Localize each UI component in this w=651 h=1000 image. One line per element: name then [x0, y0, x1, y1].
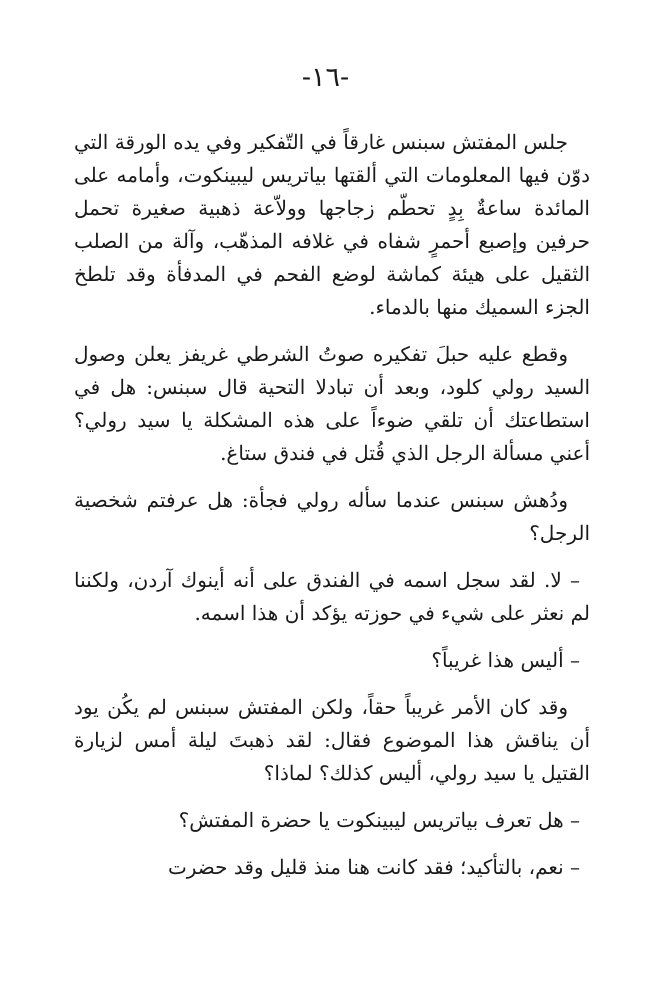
paragraph: وقد كان الأمر غريباً حقاً، ولكن المفتش سبنس لم يكُن يود أن يناقش هذا الموضوع فقال: لقد ذهبتَ ليلة أمس لزيارة القتيل يا سيد رولي، أليس كذلك؟ لماذا؟	[74, 695, 590, 785]
dialogue-paragraph: – أليس هذا غريباً؟	[431, 648, 580, 672]
paragraph: وقطع عليه حبلَ تفكيره صوتُ الشرطي غريفز يعلن وصول السيد رولي كلود، وبعد أن تبادلا التحية قال سبنس: هل في استطاعتك أن تلقي ضوءاً على هذه المشكلة يا سيد رولي؟ أعني مسألة الرجل الذي قُتل في فندق ستاغ.	[74, 342, 590, 465]
dialogue-paragraph: – لا. لقد سجل اسمه في الفندق على أنه أينوك آردن، ولكننا لم نعثر على شيء في حوزته يؤكد أن هذا اسمه.	[74, 568, 590, 625]
body-text	[74, 126, 590, 898]
paragraph: ودُهش سبنس عندما سأله رولي فجأة: هل عرفتم شخصية الرجل؟	[74, 488, 590, 545]
dialogue-paragraph: – هل تعرف بياتريس ليبينكوت يا حضرة المفتش؟	[178, 808, 580, 832]
dialogue-paragraph: – نعم، بالتأكيد؛ فقد كانت هنا منذ قليل وقد حضرت	[167, 855, 580, 879]
page-number: -١٦-	[301, 62, 350, 93]
paragraph: جلس المفتش سبنس غارقاً في التّفكير وفي يده الورقة التي دوّن فيها المعلومات التي ألقتها بياتريس ليبينكوت، وأمامه على المائدة ساعةٌ بِدٍ تحطّم زجاجها وولاّعة ذهبية صغيرة تحمل حرفين وإصبع أحمرٍ شفاه في غلافه المذهّب، وآلة من الصلب الثقيل على هيئة كماشة لوضع الفحم في المدفأة وقد تلطخ الجزء السميك منها بالدماء.	[74, 130, 590, 319]
